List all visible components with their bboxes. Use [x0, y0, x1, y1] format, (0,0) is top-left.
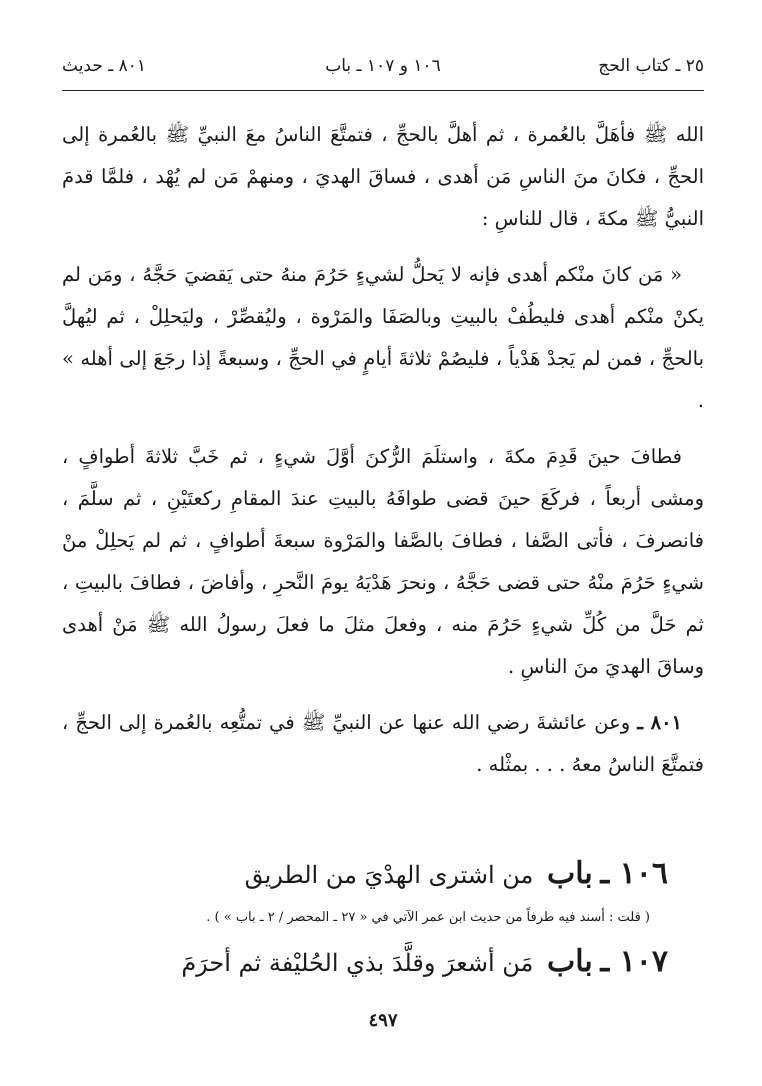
chapter-title: من اشترى الهدْيَ من الطريق [244, 861, 534, 889]
chapter-word: باب [547, 856, 593, 891]
chapter-heading-107 [181, 944, 668, 979]
chapter-heading-106 [245, 856, 668, 891]
paragraph-quote: « مَن كانَ منْكم أهدى فإنه لا يَحلُّ لشيءٍ حَرُمَ منهُ حتى يَقضيَ حَجَّهُ ، ومَن لم يكنْ منْكم أهدى فليطُفْ بالبيتِ وبالصَفَا والمَرْوة ، وليُقصِّرْ ، وليَحلِلْ ، ثم ليُهلَّ بالحجِّ ، فمن لم يَجدْ هَدْياً ، فليصُمْ ثلاثةَ أيامٍ في الحجِّ ، وسبعةً إذا رجَعَ إلى أهله » . [62, 263, 704, 412]
main-text [62, 114, 704, 800]
header-book-title: ٢٥ ـ كتاب الحج [598, 56, 704, 76]
chapter-number: ١٠٦ ـ [600, 856, 668, 891]
chapter-title: مَن أشعرَ وقلَّدَ بذي الحُليْفة ثم أحرَمَ [181, 949, 534, 977]
paragraph-continuation: الله ﷺ فأهَلَّ بالعُمرة ، ثم أهلَّ بالحجِّ ، فتمتَّعَ الناسُ معَ النبيِّ ﷺ بالعُمرة إلى الحجِّ ، فكانَ منَ الناسِ مَن أهدى ، فساقَ الهديَ ، ومنهمْ مَن لم يُهْد ، فلمَّا قدمَ النبيُّ ﷺ مكةَ ، قال للناسِ : [62, 123, 704, 230]
chapter-word: باب [547, 944, 593, 979]
hadith-text: وعن عائشةَ رضي الله عنها عن النبيِّ ﷺ في تمتُّعِه بالعُمرة إلى الحجِّ ، فتمتَّعَ الناسُ معهُ . . . بمثْله . [62, 711, 704, 776]
hadith-number: ٨٠١ ـ [637, 711, 683, 734]
book-page [62, 48, 704, 1048]
header-divider [62, 90, 704, 91]
paragraph-narration: فطافَ حينَ قَدِمَ مكةَ ، واستلَمَ الرُّكنَ أوَّلَ شيءٍ ، ثم خَبَّ ثلاثةَ أطوافٍ ، ومشى أربعاً ، فركَعَ حينَ قضى طوافَهُ بالبيتِ عندَ المقامِ ركعتَيْنِ ، ثم سلَّمَ ، فانصرفَ ، فأتى الصَّفا ، فطافَ بالصَّفا والمَرْوة سبعةَ أطوافٍ ، ثم لم يَحلِلْ منْ شيءٍ حَرُمَ منْهُ حتى قضى حَجَّهُ ، ونحرَ هَدْيَهُ يومَ النَّحرِ ، وأفاضَ ، فطافَ بالبيتِ ، ثم حَلَّ من كُلِّ شيءٍ حَرُمَ منه ، وفعلَ مثلَ ما فعلَ رسولُ الله ﷺ مَنْ أهدى وساقَ الهديَ منَ الناسِ . [62, 445, 704, 678]
header-chapter-range: ١٠٦ و ١٠٧ ـ باب [325, 56, 441, 76]
page-number: ٤٩٧ [368, 1010, 398, 1031]
header-hadith-number: ٨٠١ ـ حديث [62, 56, 147, 76]
hadith-801 [62, 702, 704, 786]
editor-note: ( قلت : أسند فيه طرفاً من حديث ابن عمر الآتي في « ٢٧ ـ المحصر / ٢ ـ باب » ) . [206, 910, 650, 925]
chapter-number: ١٠٧ ـ [600, 944, 668, 979]
running-header [62, 48, 704, 88]
